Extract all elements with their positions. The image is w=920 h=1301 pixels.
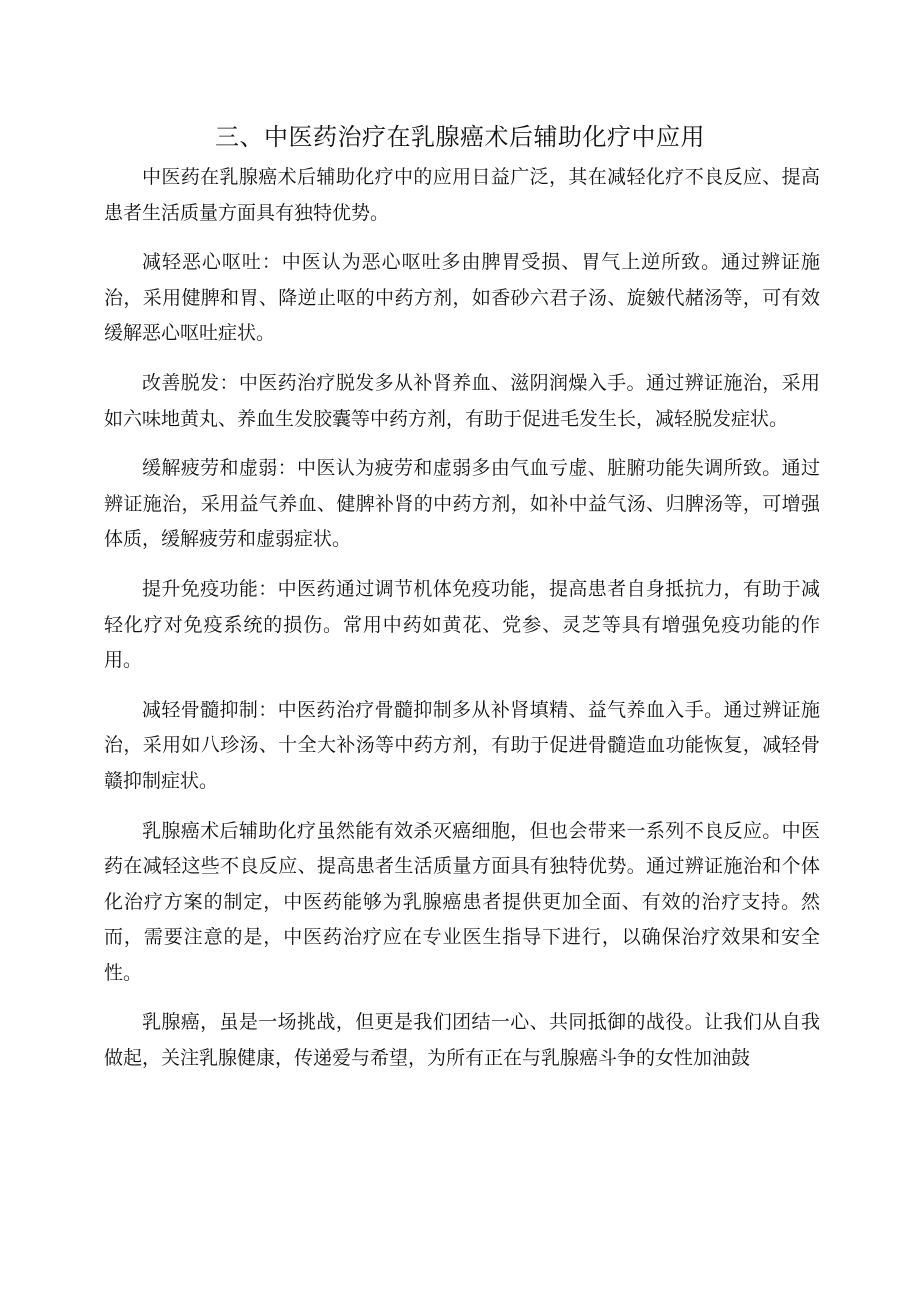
paragraph-nausea: 减轻恶心呕吐：中医认为恶心呕吐多由脾胃受损、胃气上逆所致。通过辨证施治，采用健脾和胃、降逆止呕的中药方剂，如香砂六君子汤、旋皴代赭汤等，可有效缓解恶心呕吐症状。 [104, 251, 820, 345]
document-body [104, 160, 820, 1091]
paragraph-closing: 乳腺癌，虽是一场挑战，但更是我们团结一心、共同抵御的战役。让我们从自我做起，关注乳腺健康，传递爱与希望，为所有正在与乳腺癌斗争的女性加油鼓 [104, 1011, 820, 1070]
paragraph-intro: 中医药在乳腺癌术后辅助化疗中的应用日益广泛，其在减轻化疗不良反应、提高患者生活质量方面具有独特优势。 [104, 166, 820, 224]
paragraph-fatigue: 缓解疲劳和虚弱：中医认为疲劳和虚弱多由气血亏虚、脏腑功能失调所致。通过辨证施治，采用益气养血、健脾补肾的中药方剂，如补中益气汤、归脾汤等，可增强体质，缓解疲劳和虚弱症状。 [104, 457, 820, 551]
paragraph-summary: 乳腺癌术后辅助化疗虽然能有效杀灭癌细胞，但也会带来一系列不良反应。中医药在减轻这些不良反应、提高患者生活质量方面具有独特优势。通过辨证施治和个体化治疗方案的制定，中医药能够为乳腺癌患者提供更加全面、有效的治疗支持。然而，需要注意的是，中医药治疗应在专业医生指导下进行，以确保治疗效果和安全性。 [104, 819, 820, 984]
paragraph-bone-marrow: 减轻骨髓抑制：中医药治疗骨髓抑制多从补肾填精、益气养血入手。通过辨证施治，采用如八珍汤、十全大补汤等中药方剂，有助于促进骨髓造血功能恢复，减轻骨赣抑制症状。 [104, 698, 820, 792]
section-title: 三、中医药治疗在乳腺癌术后辅助化疗中应用 [215, 123, 705, 151]
paragraph-hair-loss: 改善脱发：中医药治疗脱发多从补肾养血、滋阴润燥入手。通过辨证施治，采用如六味地黄丸、养血生发胶囊等中药方剂，有助于促进毛发生长，减轻脱发症状。 [104, 371, 820, 430]
paragraph-immunity: 提升免疫功能：中医药通过调节机体免疫功能，提高患者自身抵抗力，有助于减轻化疗对免疫系统的损伤。常用中药如黄花、党参、灵芝等具有增强免疫功能的作用。 [104, 577, 820, 672]
